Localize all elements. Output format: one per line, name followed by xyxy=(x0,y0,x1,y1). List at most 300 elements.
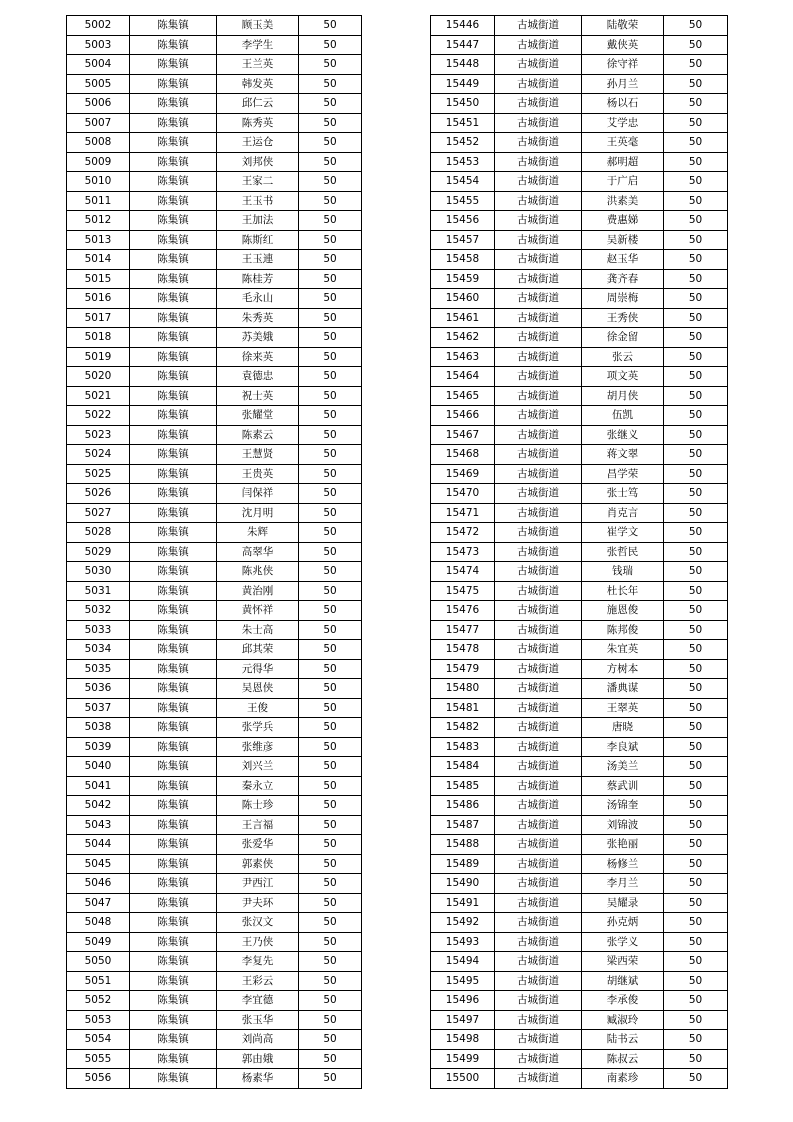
amount-cell: 50 xyxy=(664,503,728,523)
table-row xyxy=(431,464,728,484)
amount-cell: 50 xyxy=(664,484,728,504)
region-cell: 古城街道 xyxy=(495,94,582,114)
name-cell: 李承俊 xyxy=(582,991,664,1011)
amount-cell: 50 xyxy=(299,484,362,504)
amount-cell: 50 xyxy=(664,289,728,309)
id-cell: 15493 xyxy=(431,932,495,952)
name-cell: 闫保祥 xyxy=(217,484,299,504)
name-cell: 秦永立 xyxy=(217,776,299,796)
table-row xyxy=(67,737,362,757)
id-cell: 15485 xyxy=(431,776,495,796)
amount-cell: 50 xyxy=(664,74,728,94)
amount-cell: 50 xyxy=(664,328,728,348)
region-cell: 古城街道 xyxy=(495,991,582,1011)
name-cell: 洪素美 xyxy=(582,191,664,211)
table-row xyxy=(431,113,728,133)
id-cell: 5054 xyxy=(67,1030,130,1050)
table-row xyxy=(431,640,728,660)
amount-cell: 50 xyxy=(299,425,362,445)
name-cell: 王兰英 xyxy=(217,55,299,75)
id-cell: 15470 xyxy=(431,484,495,504)
amount-cell: 50 xyxy=(664,718,728,738)
region-cell: 陈集镇 xyxy=(130,659,217,679)
amount-cell: 50 xyxy=(664,425,728,445)
name-cell: 张爱华 xyxy=(217,835,299,855)
id-cell: 5044 xyxy=(67,835,130,855)
name-cell: 韩发英 xyxy=(217,74,299,94)
region-cell: 古城街道 xyxy=(495,191,582,211)
id-cell: 15487 xyxy=(431,815,495,835)
region-cell: 古城街道 xyxy=(495,523,582,543)
name-cell: 臧淑玲 xyxy=(582,1010,664,1030)
name-cell: 刘邦侠 xyxy=(217,152,299,172)
region-cell: 古城街道 xyxy=(495,757,582,777)
id-cell: 5015 xyxy=(67,269,130,289)
table-row xyxy=(67,757,362,777)
table-row xyxy=(431,1049,728,1069)
id-cell: 15455 xyxy=(431,191,495,211)
amount-cell: 50 xyxy=(664,94,728,114)
region-cell: 陈集镇 xyxy=(130,913,217,933)
region-cell: 陈集镇 xyxy=(130,601,217,621)
region-cell: 陈集镇 xyxy=(130,523,217,543)
region-cell: 陈集镇 xyxy=(130,757,217,777)
region-cell: 陈集镇 xyxy=(130,932,217,952)
name-cell: 张学兵 xyxy=(217,718,299,738)
amount-cell: 50 xyxy=(664,893,728,913)
table-row xyxy=(67,971,362,991)
id-cell: 15467 xyxy=(431,425,495,445)
name-cell: 项文英 xyxy=(582,367,664,387)
amount-cell: 50 xyxy=(664,250,728,270)
id-cell: 5018 xyxy=(67,328,130,348)
id-cell: 15472 xyxy=(431,523,495,543)
amount-cell: 50 xyxy=(664,113,728,133)
name-cell: 孙月兰 xyxy=(582,74,664,94)
region-cell: 陈集镇 xyxy=(130,347,217,367)
name-cell: 吴新楼 xyxy=(582,230,664,250)
table-row xyxy=(431,952,728,972)
name-cell: 陈秀英 xyxy=(217,113,299,133)
region-cell: 陈集镇 xyxy=(130,542,217,562)
left-roster-table xyxy=(66,15,362,1089)
table-row xyxy=(431,445,728,465)
table-row xyxy=(67,211,362,231)
table-row xyxy=(67,269,362,289)
region-cell: 古城街道 xyxy=(495,347,582,367)
amount-cell: 50 xyxy=(664,581,728,601)
name-cell: 邱其荣 xyxy=(217,640,299,660)
amount-cell: 50 xyxy=(664,464,728,484)
name-cell: 郭素侠 xyxy=(217,854,299,874)
id-cell: 5055 xyxy=(67,1049,130,1069)
name-cell: 陈兆侠 xyxy=(217,562,299,582)
amount-cell: 50 xyxy=(299,893,362,913)
amount-cell: 50 xyxy=(299,562,362,582)
table-row xyxy=(431,94,728,114)
id-cell: 5050 xyxy=(67,952,130,972)
amount-cell: 50 xyxy=(664,796,728,816)
name-cell: 张维彦 xyxy=(217,737,299,757)
amount-cell: 50 xyxy=(664,269,728,289)
amount-cell: 50 xyxy=(299,698,362,718)
id-cell: 15499 xyxy=(431,1049,495,1069)
amount-cell: 50 xyxy=(299,191,362,211)
table-row xyxy=(431,679,728,699)
amount-cell: 50 xyxy=(664,971,728,991)
name-cell: 张汉文 xyxy=(217,913,299,933)
id-cell: 5047 xyxy=(67,893,130,913)
id-cell: 15447 xyxy=(431,35,495,55)
name-cell: 元得华 xyxy=(217,659,299,679)
name-cell: 顾玉美 xyxy=(217,16,299,36)
id-cell: 5020 xyxy=(67,367,130,387)
amount-cell: 50 xyxy=(299,269,362,289)
region-cell: 陈集镇 xyxy=(130,289,217,309)
region-cell: 古城街道 xyxy=(495,406,582,426)
table-row xyxy=(431,620,728,640)
amount-cell: 50 xyxy=(299,796,362,816)
name-cell: 王贵英 xyxy=(217,464,299,484)
table-row xyxy=(67,1010,362,1030)
amount-cell: 50 xyxy=(299,74,362,94)
table-row xyxy=(67,347,362,367)
name-cell: 朱士高 xyxy=(217,620,299,640)
table-row xyxy=(67,562,362,582)
name-cell: 苏美娥 xyxy=(217,328,299,348)
id-cell: 5029 xyxy=(67,542,130,562)
region-cell: 古城街道 xyxy=(495,737,582,757)
amount-cell: 50 xyxy=(299,659,362,679)
region-cell: 陈集镇 xyxy=(130,562,217,582)
name-cell: 张士笃 xyxy=(582,484,664,504)
table-row xyxy=(431,250,728,270)
id-cell: 5051 xyxy=(67,971,130,991)
region-cell: 古城街道 xyxy=(495,952,582,972)
amount-cell: 50 xyxy=(299,445,362,465)
name-cell: 祝士英 xyxy=(217,386,299,406)
id-cell: 15475 xyxy=(431,581,495,601)
id-cell: 5038 xyxy=(67,718,130,738)
region-cell: 陈集镇 xyxy=(130,1069,217,1089)
name-cell: 黄怀祥 xyxy=(217,601,299,621)
amount-cell: 50 xyxy=(299,854,362,874)
amount-cell: 50 xyxy=(299,35,362,55)
amount-cell: 50 xyxy=(299,367,362,387)
table-row xyxy=(431,815,728,835)
name-cell: 沈月明 xyxy=(217,503,299,523)
amount-cell: 50 xyxy=(299,16,362,36)
id-cell: 5056 xyxy=(67,1069,130,1089)
name-cell: 于广启 xyxy=(582,172,664,192)
region-cell: 陈集镇 xyxy=(130,484,217,504)
table-row xyxy=(67,854,362,874)
name-cell: 王乃侠 xyxy=(217,932,299,952)
region-cell: 陈集镇 xyxy=(130,737,217,757)
region-cell: 古城街道 xyxy=(495,776,582,796)
region-cell: 陈集镇 xyxy=(130,367,217,387)
id-cell: 15478 xyxy=(431,640,495,660)
table-row xyxy=(431,932,728,952)
amount-cell: 50 xyxy=(299,133,362,153)
name-cell: 袁德忠 xyxy=(217,367,299,387)
amount-cell: 50 xyxy=(299,718,362,738)
region-cell: 陈集镇 xyxy=(130,328,217,348)
id-cell: 15481 xyxy=(431,698,495,718)
table-row xyxy=(67,952,362,972)
table-row xyxy=(431,347,728,367)
name-cell: 龚齐春 xyxy=(582,269,664,289)
amount-cell: 50 xyxy=(299,289,362,309)
table-row xyxy=(431,172,728,192)
amount-cell: 50 xyxy=(664,874,728,894)
amount-cell: 50 xyxy=(299,1010,362,1030)
name-cell: 唐晓 xyxy=(582,718,664,738)
table-row xyxy=(67,991,362,1011)
region-cell: 古城街道 xyxy=(495,1010,582,1030)
table-row xyxy=(431,1010,728,1030)
table-row xyxy=(67,55,362,75)
id-cell: 5003 xyxy=(67,35,130,55)
id-cell: 15454 xyxy=(431,172,495,192)
id-cell: 5033 xyxy=(67,620,130,640)
id-cell: 5010 xyxy=(67,172,130,192)
table-row xyxy=(67,113,362,133)
amount-cell: 50 xyxy=(299,757,362,777)
region-cell: 古城街道 xyxy=(495,679,582,699)
id-cell: 15480 xyxy=(431,679,495,699)
id-cell: 5007 xyxy=(67,113,130,133)
table-row xyxy=(67,191,362,211)
table-row xyxy=(431,425,728,445)
amount-cell: 50 xyxy=(299,679,362,699)
name-cell: 杜长年 xyxy=(582,581,664,601)
table-row xyxy=(67,386,362,406)
amount-cell: 50 xyxy=(299,250,362,270)
name-cell: 郝明超 xyxy=(582,152,664,172)
region-cell: 陈集镇 xyxy=(130,425,217,445)
region-cell: 古城街道 xyxy=(495,718,582,738)
table-row xyxy=(67,230,362,250)
region-cell: 陈集镇 xyxy=(130,386,217,406)
id-cell: 15456 xyxy=(431,211,495,231)
region-cell: 古城街道 xyxy=(495,932,582,952)
id-cell: 15468 xyxy=(431,445,495,465)
amount-cell: 50 xyxy=(664,776,728,796)
id-cell: 5039 xyxy=(67,737,130,757)
name-cell: 张云 xyxy=(582,347,664,367)
id-cell: 15453 xyxy=(431,152,495,172)
name-cell: 周崇梅 xyxy=(582,289,664,309)
amount-cell: 50 xyxy=(299,172,362,192)
id-cell: 5040 xyxy=(67,757,130,777)
left-roster-body xyxy=(67,16,362,1089)
amount-cell: 50 xyxy=(664,386,728,406)
amount-cell: 50 xyxy=(664,562,728,582)
region-cell: 陈集镇 xyxy=(130,464,217,484)
id-cell: 15488 xyxy=(431,835,495,855)
id-cell: 5046 xyxy=(67,874,130,894)
name-cell: 王彩云 xyxy=(217,971,299,991)
name-cell: 吴耀录 xyxy=(582,893,664,913)
table-row xyxy=(431,562,728,582)
id-cell: 15473 xyxy=(431,542,495,562)
table-row xyxy=(431,406,728,426)
region-cell: 陈集镇 xyxy=(130,971,217,991)
table-row xyxy=(431,269,728,289)
table-row xyxy=(431,757,728,777)
amount-cell: 50 xyxy=(299,347,362,367)
name-cell: 张继义 xyxy=(582,425,664,445)
region-cell: 古城街道 xyxy=(495,55,582,75)
name-cell: 戴侠英 xyxy=(582,35,664,55)
id-cell: 5009 xyxy=(67,152,130,172)
id-cell: 15500 xyxy=(431,1069,495,1089)
table-row xyxy=(431,152,728,172)
table-row xyxy=(67,815,362,835)
region-cell: 古城街道 xyxy=(495,1030,582,1050)
id-cell: 15495 xyxy=(431,971,495,991)
amount-cell: 50 xyxy=(664,16,728,36)
region-cell: 陈集镇 xyxy=(130,191,217,211)
region-cell: 古城街道 xyxy=(495,74,582,94)
id-cell: 5026 xyxy=(67,484,130,504)
id-cell: 5006 xyxy=(67,94,130,114)
amount-cell: 50 xyxy=(664,601,728,621)
region-cell: 陈集镇 xyxy=(130,679,217,699)
region-cell: 古城街道 xyxy=(495,542,582,562)
amount-cell: 50 xyxy=(299,386,362,406)
region-cell: 古城街道 xyxy=(495,16,582,36)
name-cell: 赵玉华 xyxy=(582,250,664,270)
id-cell: 5034 xyxy=(67,640,130,660)
amount-cell: 50 xyxy=(299,620,362,640)
table-row xyxy=(431,776,728,796)
region-cell: 古城街道 xyxy=(495,35,582,55)
name-cell: 吴恩侠 xyxy=(217,679,299,699)
amount-cell: 50 xyxy=(299,503,362,523)
id-cell: 5016 xyxy=(67,289,130,309)
amount-cell: 50 xyxy=(299,230,362,250)
table-row xyxy=(431,893,728,913)
table-row xyxy=(431,874,728,894)
region-cell: 古城街道 xyxy=(495,971,582,991)
id-cell: 15466 xyxy=(431,406,495,426)
amount-cell: 50 xyxy=(299,308,362,328)
table-row xyxy=(431,1069,728,1089)
table-row xyxy=(431,328,728,348)
region-cell: 陈集镇 xyxy=(130,308,217,328)
amount-cell: 50 xyxy=(299,523,362,543)
amount-cell: 50 xyxy=(299,542,362,562)
id-cell: 5053 xyxy=(67,1010,130,1030)
name-cell: 徐金留 xyxy=(582,328,664,348)
name-cell: 费惠娣 xyxy=(582,211,664,231)
name-cell: 尹西江 xyxy=(217,874,299,894)
amount-cell: 50 xyxy=(664,737,728,757)
id-cell: 5021 xyxy=(67,386,130,406)
amount-cell: 50 xyxy=(664,991,728,1011)
right-roster-body xyxy=(431,16,728,1089)
amount-cell: 50 xyxy=(664,757,728,777)
name-cell: 王秀侠 xyxy=(582,308,664,328)
region-cell: 古城街道 xyxy=(495,445,582,465)
name-cell: 钱瑞 xyxy=(582,562,664,582)
id-cell: 15490 xyxy=(431,874,495,894)
id-cell: 15458 xyxy=(431,250,495,270)
name-cell: 潘典谋 xyxy=(582,679,664,699)
name-cell: 杨以石 xyxy=(582,94,664,114)
name-cell: 胡继斌 xyxy=(582,971,664,991)
table-row xyxy=(67,406,362,426)
id-cell: 5011 xyxy=(67,191,130,211)
region-cell: 陈集镇 xyxy=(130,640,217,660)
region-cell: 古城街道 xyxy=(495,289,582,309)
id-cell: 15457 xyxy=(431,230,495,250)
name-cell: 王英毫 xyxy=(582,133,664,153)
table-row xyxy=(431,484,728,504)
table-row xyxy=(431,523,728,543)
table-row xyxy=(431,74,728,94)
region-cell: 古城街道 xyxy=(495,172,582,192)
region-cell: 古城街道 xyxy=(495,893,582,913)
name-cell: 梁西荣 xyxy=(582,952,664,972)
region-cell: 陈集镇 xyxy=(130,250,217,270)
amount-cell: 50 xyxy=(299,913,362,933)
table-row xyxy=(431,542,728,562)
amount-cell: 50 xyxy=(664,172,728,192)
amount-cell: 50 xyxy=(299,835,362,855)
region-cell: 古城街道 xyxy=(495,874,582,894)
amount-cell: 50 xyxy=(299,152,362,172)
id-cell: 5030 xyxy=(67,562,130,582)
table-row xyxy=(67,640,362,660)
table-row xyxy=(67,1049,362,1069)
region-cell: 古城街道 xyxy=(495,503,582,523)
amount-cell: 50 xyxy=(664,191,728,211)
table-row xyxy=(67,835,362,855)
name-cell: 伍凯 xyxy=(582,406,664,426)
name-cell: 陈素云 xyxy=(217,425,299,445)
amount-cell: 50 xyxy=(664,640,728,660)
amount-cell: 50 xyxy=(664,620,728,640)
table-row xyxy=(67,425,362,445)
amount-cell: 50 xyxy=(664,542,728,562)
region-cell: 陈集镇 xyxy=(130,406,217,426)
name-cell: 王家二 xyxy=(217,172,299,192)
name-cell: 王运仓 xyxy=(217,133,299,153)
id-cell: 5017 xyxy=(67,308,130,328)
id-cell: 5041 xyxy=(67,776,130,796)
amount-cell: 50 xyxy=(664,55,728,75)
name-cell: 陈邦俊 xyxy=(582,620,664,640)
table-row xyxy=(431,55,728,75)
name-cell: 王慧贤 xyxy=(217,445,299,465)
region-cell: 陈集镇 xyxy=(130,172,217,192)
id-cell: 15484 xyxy=(431,757,495,777)
table-row xyxy=(431,796,728,816)
id-cell: 15489 xyxy=(431,854,495,874)
id-cell: 15474 xyxy=(431,562,495,582)
table-row xyxy=(67,172,362,192)
table-row xyxy=(431,718,728,738)
id-cell: 5048 xyxy=(67,913,130,933)
name-cell: 艾学忠 xyxy=(582,113,664,133)
name-cell: 刘尚高 xyxy=(217,1030,299,1050)
id-cell: 5004 xyxy=(67,55,130,75)
amount-cell: 50 xyxy=(664,659,728,679)
table-row xyxy=(67,913,362,933)
